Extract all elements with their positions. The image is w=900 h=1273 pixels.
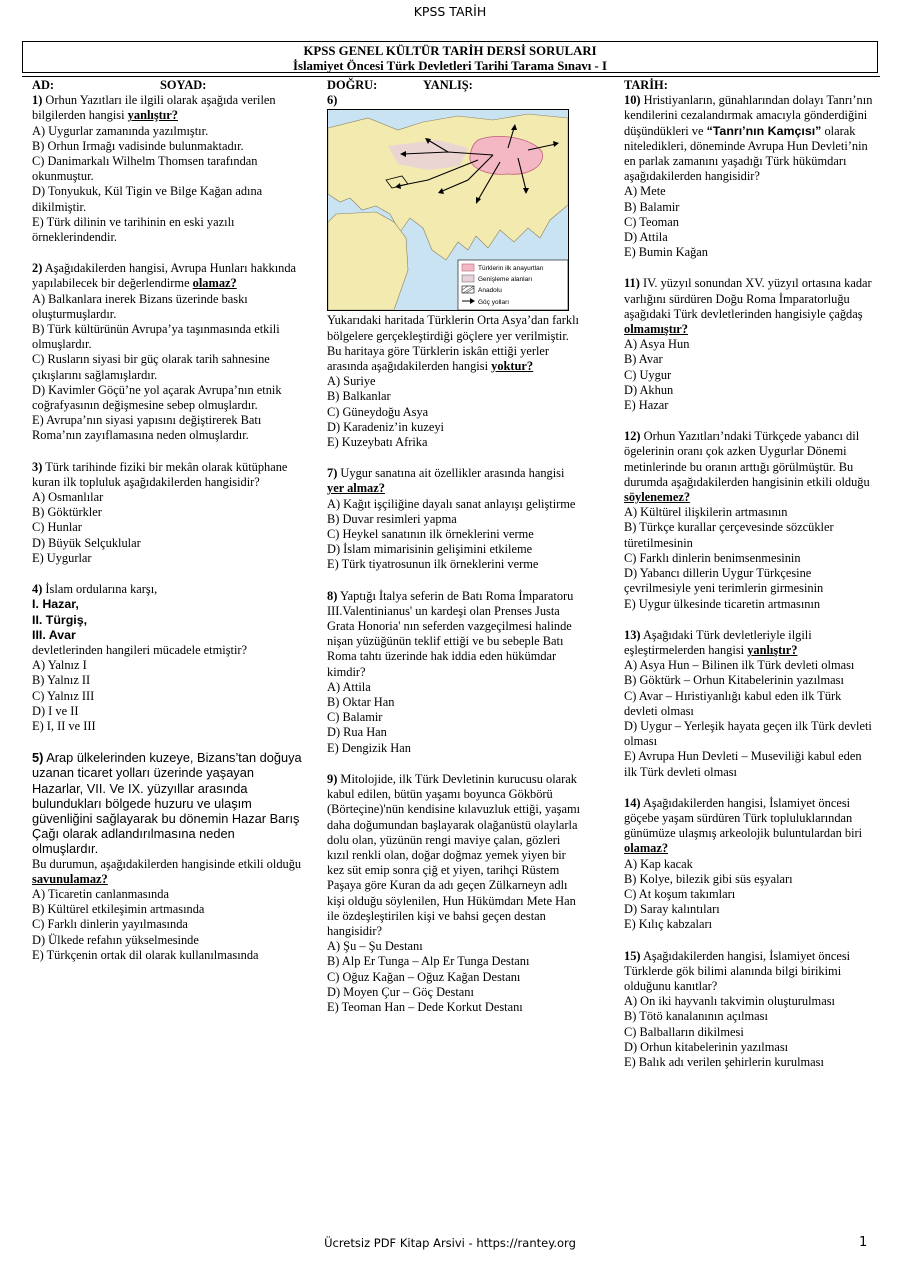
option-c: C) Teoman xyxy=(624,214,679,229)
option-c: C) Farklı dinlerin benimsenmesinin xyxy=(624,550,801,565)
question-1 xyxy=(32,93,304,245)
legend-label-anatolia: Anadolu xyxy=(478,287,502,295)
question-10 xyxy=(624,93,874,260)
option-b: B) Göktürkler xyxy=(32,505,102,520)
question-number: 1) xyxy=(32,93,43,108)
option-e: E) Kuzeybatı Afrika xyxy=(327,435,428,450)
option-d: D) Kavimler Göçü’ne yol açarak Avrupa’nın etnik coğrafyasının değişmesine sebep olmuşlardır. xyxy=(32,382,282,413)
option-e: E) Bumin Kağan xyxy=(624,245,708,260)
option-b: B) Tötö kanalanının açılması xyxy=(624,1009,768,1024)
question-number: 5) xyxy=(32,750,44,766)
option-a: A) Kültürel ilişkilerin artmasının xyxy=(624,505,788,520)
question-key: söylenemez? xyxy=(624,490,691,505)
field-yanlis: YANLIŞ: xyxy=(423,78,473,92)
option-d: D) Karadeniz’in kuzeyi xyxy=(327,419,444,434)
question-number: 2) xyxy=(32,261,43,276)
option-c: C) Oğuz Kağan – Oğuz Kağan Destanı xyxy=(327,969,521,984)
question-number: 6) xyxy=(327,93,338,108)
option-a: A) Osmanlılar xyxy=(32,490,104,505)
option-c: C) Balbalların dikilmesi xyxy=(624,1024,744,1039)
question-8 xyxy=(327,589,583,756)
legend-label-routes: Göç yolları xyxy=(478,299,510,307)
header-title: KPSS GENEL KÜLTÜR TARİH DERSİ SORULARI xyxy=(303,44,597,58)
option-d: D) Tonyukuk, Kül Tigin ve Bilge Kağan adına dikilmiştir. xyxy=(32,184,263,214)
option-b: B) Türkçe kurallar çerçevesinde sözcükler türetilmesinin xyxy=(624,520,834,550)
question-stem: Uygur sanatına ait özellikler arasında hangisi xyxy=(337,466,565,481)
option-e: E) Hazar xyxy=(624,398,669,413)
question-quote: “Tanrı’nın Kamçısı” xyxy=(706,123,822,138)
option-a: A) Asya Hun – Bilinen ilk Türk devleti olması xyxy=(624,658,855,673)
column-left xyxy=(32,78,304,979)
option-e: E) I, II ve III xyxy=(32,718,96,733)
option-b: B) Alp Er Tunga – Alp Er Tunga Destanı xyxy=(327,954,530,969)
question-number: 4) xyxy=(32,582,43,597)
question-11 xyxy=(624,276,874,413)
page-number: 1 xyxy=(859,1235,868,1250)
question-key: yanlıştır? xyxy=(747,642,798,657)
roman-item-3: III. Avar xyxy=(32,627,76,642)
option-e: E) Avrupa Hun Devleti – Museviliği kabul eden ilk Türk devleti olması xyxy=(624,749,862,779)
option-c: C) Hunlar xyxy=(32,520,82,535)
legend-swatch-homeland xyxy=(462,264,474,271)
header-rule xyxy=(22,76,880,77)
option-a: A) Şu – Şu Destanı xyxy=(327,939,423,954)
option-a: A) On iki hayvanlı takvimin oluşturulması xyxy=(624,994,835,1009)
option-c: C) Danimarkalı Wilhelm Thomsen tarafından okunmuştur. xyxy=(32,154,258,184)
option-d: D) Saray kalıntıları xyxy=(624,902,720,917)
question-stem: Orhun Yazıtları’ndaki Türkçede yabancı dil ögelerinin oranı çok azken Uygurlar Dönemi metinlerinde bu oranın arttığı görülmüştür. Bu durumda aşağıdakilerden hangisinin etkili olduğu xyxy=(624,429,870,489)
legend-swatch-expansion xyxy=(462,275,474,282)
option-c: C) At koşum takımları xyxy=(624,886,736,901)
option-b: B) Orhun Irmağı vadisinde bulunmaktadır. xyxy=(32,138,244,153)
question-number: 15) xyxy=(624,948,641,963)
field-soyad: SOYAD: xyxy=(160,78,207,92)
question-number: 7) xyxy=(327,466,338,481)
option-e: E) Teoman Han – Dede Korkut Destanı xyxy=(327,999,523,1014)
question-number: 11) xyxy=(624,276,640,291)
column-right xyxy=(624,78,874,1086)
option-a: A) Asya Hun xyxy=(624,337,690,352)
question-number: 14) xyxy=(624,795,641,810)
option-a: A) Yalnız I xyxy=(32,658,87,673)
question-stem: Orhun Yazıtları ile ilgili olarak aşağıda verilen bilgilerden hangisi xyxy=(32,93,276,123)
option-a: A) Attila xyxy=(327,679,371,694)
option-e: E) Avrupa’nın siyasi yapısını değiştirerek Batı Roma’nın zayıflamasına neden olmuşlardır. xyxy=(32,413,262,443)
option-b: B) Oktar Han xyxy=(327,695,395,710)
option-d: D) Büyük Selçuklular xyxy=(32,535,141,550)
question-stem: Aşağıdakilerden hangisi, İslamiyet öncesi Türklerde gök bilimi alanında bilgi birikimi olduğunu kanıtlar? xyxy=(624,948,851,993)
question-9 xyxy=(327,772,583,1015)
question-stem: İslam ordularına karşı, xyxy=(42,582,158,597)
question-number: 13) xyxy=(624,627,641,642)
question-key: olmamıştır? xyxy=(624,322,689,337)
page-top-title: KPSS TARİH xyxy=(413,4,487,19)
question-stem: Arap ülkelerinden kuzeye, Bizans’tan doğuya uzanan ticaret yolları üzerinde yaşayan Hazarlar, VII. Ve IX. yüzyıllar arasında bulundukları bölgede huzuru ve ulaşım güvenliğini sağlayarak bu dönemin Hazar Barış Çağı olarak adlandırılmasına neden olmuşlardır. xyxy=(32,750,302,857)
option-a: A) Balkanlara inerek Bizans üzerinde baskı oluşturmuşlardır. xyxy=(32,291,248,321)
question-stem: Mitolojide, ilk Türk Devletinin kurucusu olarak kabul edilen, bütün yaşamı boyunca Gökbörü (Börteçine)'nün kendisine kılavuzluk ettiği, yaşamı daha doğumundan başlayarak olağanüstü olaylarla dolu olan, yüzünün rengi maviye çalan, gözleri kızıl renkli olan, doğar doğmaz yemek yiyen bir kez süt emip sonra çiğ et yiyen, tarihçi Rüstem Paşaya göre Kuran da adı geçen Zülkarneyn adlı kişi olduğu söylenilen, Hun Hükümdarı Mete Han ile özdeşleştirilen kişi ve bahsi geçen destan hangisidir? xyxy=(327,771,581,938)
question-key: yer almaz? xyxy=(327,481,385,496)
option-b: B) Yalnız II xyxy=(32,673,91,688)
option-b: B) Kolye, bilezik gibi süs eşyaları xyxy=(624,871,793,886)
option-b: B) Göktürk – Orhun Kitabelerinin yazılması xyxy=(624,673,844,688)
question-stem: Aşağıdaki Türk devletleriyle ilgili eşleştirmelerden hangisi xyxy=(624,627,812,657)
question-number: 8) xyxy=(327,588,338,603)
option-b: B) Duvar resimleri yapma xyxy=(327,511,457,526)
score-fields xyxy=(327,78,583,93)
option-d: D) İslam mimarisinin gelişimini etkileme xyxy=(327,542,533,557)
option-e: E) Uygurlar xyxy=(32,550,92,565)
option-e: E) Balık adı verilen şehirlerin kurulması xyxy=(624,1054,824,1069)
header-subtitle: İslamiyet Öncesi Türk Devletleri Tarihi Tarama Sınavı - I xyxy=(292,58,608,73)
option-c: C) Balamir xyxy=(327,710,383,725)
option-e: E) Uygur ülkesinde ticaretin artmasının xyxy=(624,596,821,611)
migration-map xyxy=(327,109,569,311)
name-fields xyxy=(32,78,304,93)
question-stem: IV. yüzyıl sonundan XV. yüzyıl ortasına kadar varlığını sürdüren Doğu Roma İmparatorluğu aşağıdaki Türk devletlerinden hangisiyle çağdaş xyxy=(624,276,872,321)
option-d: D) Yabancı dillerin Uygur Türkçesine çevrilmesiyle yeni terimlerin girmesinin xyxy=(624,566,824,596)
column-middle xyxy=(327,78,583,1031)
question-6 xyxy=(327,93,583,450)
option-b: B) Balkanlar xyxy=(327,389,391,404)
question-7 xyxy=(327,466,583,572)
option-e: E) Dengizik Han xyxy=(327,740,411,755)
option-a: A) Mete xyxy=(624,184,666,199)
question-15 xyxy=(624,949,874,1071)
exam-header xyxy=(22,41,878,73)
legend-label-homeland: Türklerin ilk anayurtları xyxy=(478,265,544,273)
option-b: B) Avar xyxy=(624,352,663,367)
question-key: savunulamaz? xyxy=(32,871,108,886)
legend-label-expansion: Genişleme alanları xyxy=(478,276,533,284)
option-e: E) Türkçenin ortak dil olarak kullanılmasında xyxy=(32,947,259,962)
option-a: A) Kağıt işçiliğine dayalı sanat anlayışı geliştirme xyxy=(327,496,576,511)
field-tarih: TARİH: xyxy=(624,78,668,92)
question-number: 10) xyxy=(624,93,641,108)
option-a: A) Ticaretin canlanmasında xyxy=(32,886,169,901)
question-stem-continued: olarak niteledikleri, döneminde Avrupa Hun Devleti’nin en parlak zamanını yaşadığı Türk hükümdarı aşağıdakilerden hangisidir? xyxy=(624,123,868,184)
option-a: A) Kap kacak xyxy=(624,856,693,871)
question-stem: Yaptığı İtalya seferin de Batı Roma İmparatoru III.Valentinianus' un kardeşi olan Prenses Justa Grata Honoria' nın seferden vazgeçilmesi halinde nişan yüzüğünün teklif ettiği ve bu sebeple Batı Roma tahtı üzerinde hak iddia eden hükümdar kimdir? xyxy=(327,588,574,679)
roman-item-1: I. Hazar, xyxy=(32,597,79,612)
option-d: D) Attila xyxy=(624,230,668,245)
option-d: D) Rua Han xyxy=(327,725,387,740)
option-b: B) Balamir xyxy=(624,199,680,214)
option-c: C) Heykel sanatının ilk örneklerini verme xyxy=(327,527,534,542)
question-stem: Türk tarihinde fiziki bir mekân olarak kütüphane kuran ilk topluluk aşağıdakilerden hangisidir? xyxy=(32,459,288,489)
question-14 xyxy=(624,796,874,933)
question-number: 3) xyxy=(32,459,43,474)
option-c: C) Avar – Hıristiyanlığı kabul eden ilk Türk devleti olması xyxy=(624,688,842,718)
question-key: yoktur? xyxy=(491,359,534,374)
field-dogru: DOĞRU: xyxy=(327,78,378,92)
option-b: B) Kültürel etkileşimin artmasında xyxy=(32,902,205,917)
question-key: olamaz? xyxy=(624,841,669,856)
page-footer: Ücretsiz PDF Kitap Arsivi - https://rantey.org xyxy=(324,1236,576,1250)
option-d: D) Akhun xyxy=(624,382,674,397)
question-stem: Yukarıdaki haritada Türklerin Orta Asya’dan farklı bölgelere gerçekleştirdiği göçlere yer verilmiştir. Bu haritaya göre Türklerin iskân ettiği yerler arasında aşağıdakilerden hangisi xyxy=(327,313,579,374)
option-b: B) Türk kültürünün Avrupa’ya taşınmasında etkili olmuşlardır. xyxy=(32,322,280,352)
question-13 xyxy=(624,628,874,780)
option-d: D) Uygur – Yerleşik hayata geçen ilk Türk devleti olması xyxy=(624,718,872,749)
option-c: C) Güneydoğu Asya xyxy=(327,404,429,419)
option-d: D) Orhun kitabelerinin yazılması xyxy=(624,1039,789,1054)
question-stem: Aşağıdakilerden hangisi, Avrupa Hunları hakkında yapılabilecek bir değerlendirme xyxy=(32,261,297,291)
question-number: 9) xyxy=(327,771,338,786)
option-c: C) Rusların siyasi bir güç olarak tarih sahnesine çıkışlarını sağlamışlardır. xyxy=(32,352,270,382)
question-stem: Hristiyanların, günahlarından dolayı Tanrı’nın kendilerini cezalandırmak amacıyla gönderdiğini düşündükleri ve xyxy=(624,93,873,138)
question-number: 12) xyxy=(624,429,641,444)
question-stem-continued: devletlerinden hangileri mücadele etmiştir? xyxy=(32,642,248,657)
option-a: A) Suriye xyxy=(327,374,376,389)
option-e: E) Türk tiyatrosunun ilk örneklerini verme xyxy=(327,557,539,572)
question-3 xyxy=(32,460,304,566)
question-key: yanlıştır? xyxy=(127,108,178,123)
question-stem: Aşağıdakilerden hangisi, İslamiyet öncesi göçebe yaşam sürdüren Türk topluluklarından günümüze ulaşmış arkeolojik buluntulardan biri xyxy=(624,795,863,841)
option-c: C) Farklı dinlerin yayılmasında xyxy=(32,917,188,932)
option-d: D) I ve II xyxy=(32,703,79,718)
question-stem-continued: Bu durumun, aşağıdakilerden hangisinde etkili olduğu xyxy=(32,856,302,871)
map-africa xyxy=(328,212,408,310)
option-d: D) Ülkede refahın yükselmesinde xyxy=(32,932,199,947)
option-e: E) Türk dilinin ve tarihinin en eski yazılı örneklerindendir. xyxy=(32,214,235,245)
option-e: E) Kılıç kabzaları xyxy=(624,917,713,932)
option-d: D) Moyen Çur – Göç Destanı xyxy=(327,984,474,999)
roman-item-2: II. Türgiş, xyxy=(32,612,88,627)
question-key: olamaz? xyxy=(192,276,237,291)
field-ad: AD: xyxy=(32,78,55,92)
question-4 xyxy=(32,582,304,734)
option-c: C) Uygur xyxy=(624,367,672,382)
question-2 xyxy=(32,261,304,443)
option-c: C) Yalnız III xyxy=(32,688,95,703)
option-a: A) Uygurlar zamanında yazılmıştır. xyxy=(32,123,209,138)
question-5 xyxy=(32,750,304,963)
question-12 xyxy=(624,429,874,611)
